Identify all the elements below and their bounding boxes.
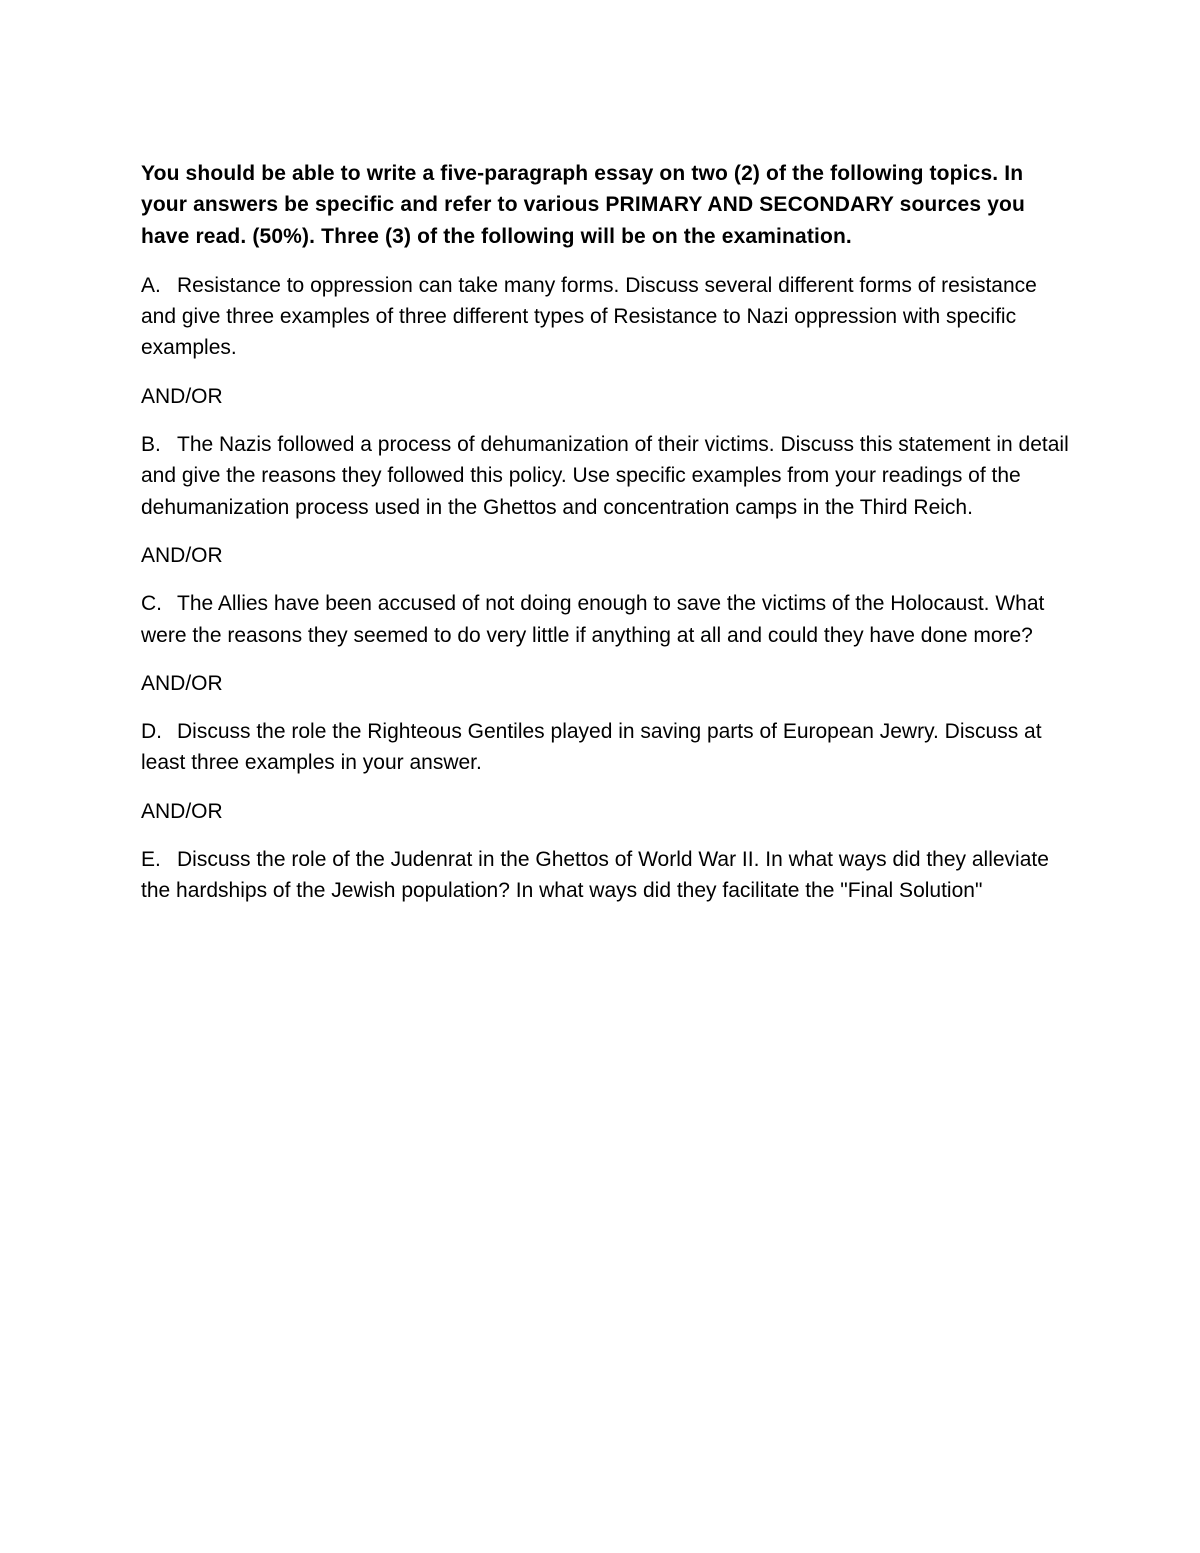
question-b [141,429,1071,523]
question-a-text: Resistance to oppression can take many forms. Discuss several different forms of resistance and give three examples of three different types of Resistance to Nazi oppression with specific examples. [141,273,1037,360]
question-e-letter: E. [141,848,161,872]
question-b-letter: B. [141,433,161,457]
question-c [141,588,1071,651]
question-e [141,844,1071,907]
question-e-text: Discuss the role of the Judenrat in the Ghettos of World War II. In what ways did they alleviate the hardships of the Jewish population? In what ways did they facilitate the "Final Solution" [141,848,1049,903]
question-d-text: Discuss the role the Righteous Gentiles played in saving parts of European Jewry. Discuss at least three examples in your answer. [141,720,1042,775]
question-c-letter: C. [141,592,162,616]
instructions-paragraph: You should be able to write a five-paragraph essay on two (2) of the following topics. In your answers be specific and refer to various PRIMARY AND SECONDARY sources you have read. (50%). Three (3) of the following will be on the examination. [141,162,1025,248]
question-d [141,716,1071,779]
question-d-letter: D. [141,720,162,744]
and-or-connector-2: AND/OR [141,543,223,567]
question-a-letter: A. [141,273,161,297]
and-or-connector-3: AND/OR [141,671,223,695]
question-c-text: The Allies have been accused of not doing enough to save the victims of the Holocaust. What were the reasons they seemed to do very little if anything at all and could they have done more? [141,592,1045,647]
question-b-text: The Nazis followed a process of dehumanization of their victims. Discuss this statement in detail and give the reasons they followed this policy. Use specific examples from your readings of the dehumanization process used in the Ghettos and concentration camps in the Third Reich. [141,433,1069,519]
question-a [141,270,1071,364]
document-body [141,158,1071,924]
and-or-connector-1: AND/OR [141,384,223,408]
and-or-connector-4: AND/OR [141,799,223,823]
